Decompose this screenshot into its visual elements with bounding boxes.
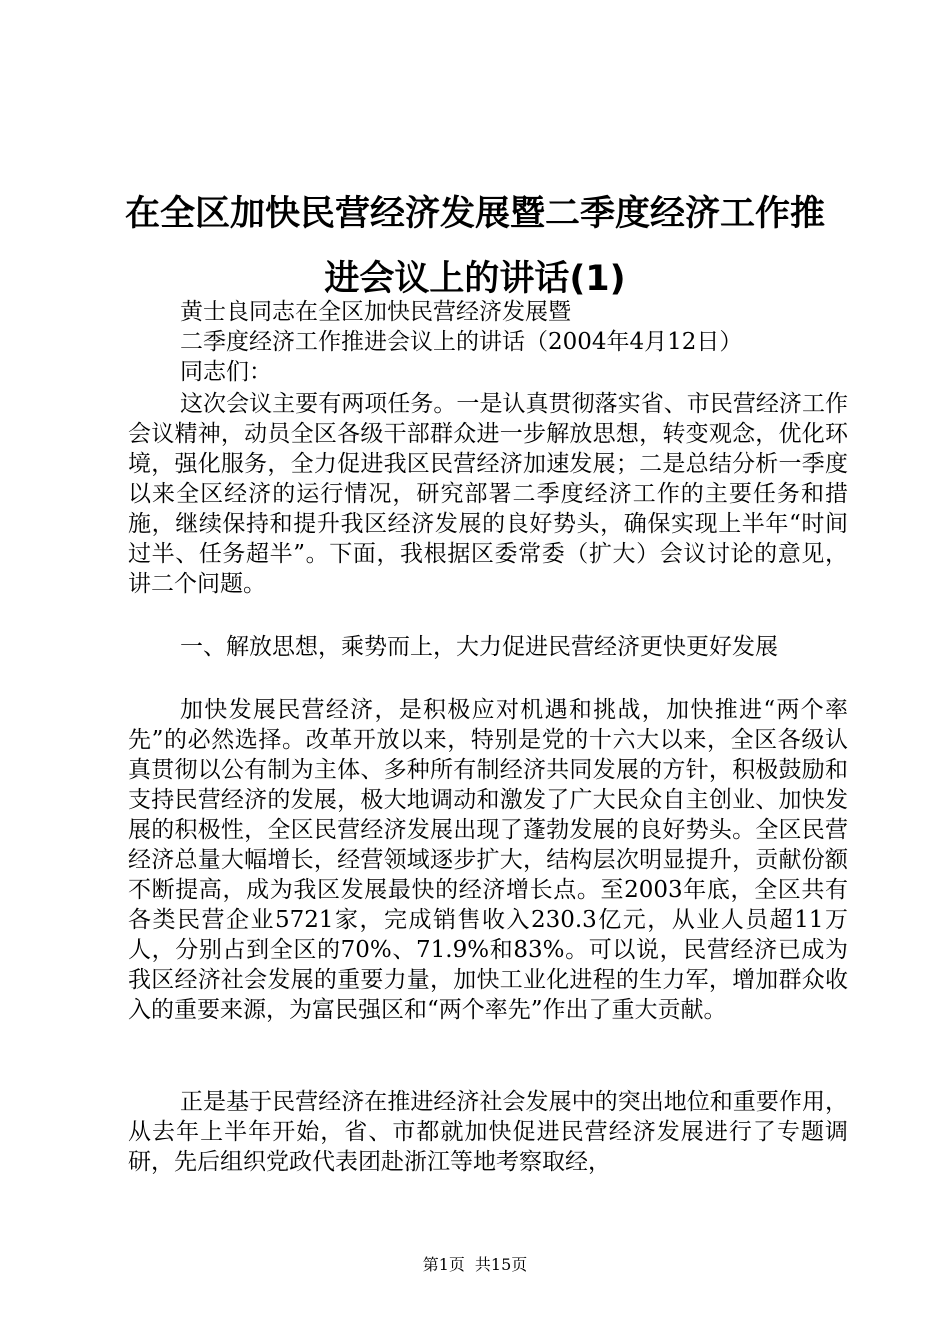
speech-subtitle-line-1: 黄士良同志在全区加快民营经济发展暨 [180,299,571,325]
speech-subtitle-line-2: 二季度经济工作推进会议上的讲话（2004年4月12日） [180,329,743,355]
page-footer [0,1252,950,1275]
section-heading-1: 一、解放思想，乘势而上，大力促进民营经济更快更好发展 [180,634,778,660]
paragraph-2: 加快发展民营经济，是积极应对机遇和挑战，加快推进“两个率先”的必然选择。改革开放以来，特别是党的十六大以来，全区各级认真贯彻以公有制为主体、多种所有制经济共同发展的方针，积极鼓励和支持民营经济的发展，极大地调动和激发了广大民众自主创业、加快发展的积极性，全区民营经济发展出现了蓬勃发展的良好势头。全区民营经济总量大幅增长，经营领域逐步扩大，结构层次明显提升，贡献份额不断提高，成为我区发展最快的经济增长点。至2003年底，全区共有各类民营企业5721家，完成销售收入230.3亿元，从业人员超11万人，分别占到全区的70%、71.9%和83%。可以说，民营经济已成为我区经济社会发展的重要力量，加快工业化进程的生力军，增加群众收入的重要来源，为富民强区和“两个率先”作出了重大贡献。 [128,697,848,1023]
paragraph-3: 正是基于民营经济在推进经济社会发展中的突出地位和重要作用，从去年上半年开始，省、市都就加快促进民营经济发展进行了专题调研，先后组织党政代表团赴浙江等地考察取经， [128,1089,848,1175]
document-title-line-2: 进会议上的讲话(1) [324,259,626,299]
document-title-line-1: 在全区加快民营经济发展暨二季度经济工作推 [124,194,825,234]
paragraph-1: 这次会议主要有两项任务。一是认真贯彻落实省、市民营经济工作会议精神，动员全区各级干部群众进一步解放思想，转变观念，优化环境，强化服务，全力促进我区民营经济加速发展；二是总结分析一季度以来全区经济的运行情况，研究部署二季度经济工作的主要任务和措施，继续保持和提升我区经济发展的良好势头，确保实现上半年“时间过半、任务超半”。下面，我根据区委常委（扩大）会议讨论的意见，讲二个问题。 [128,391,848,597]
page-number: 第1页 [422,1255,465,1274]
salutation: 同志们： [180,359,272,385]
page-total: 共15页 [474,1255,528,1274]
